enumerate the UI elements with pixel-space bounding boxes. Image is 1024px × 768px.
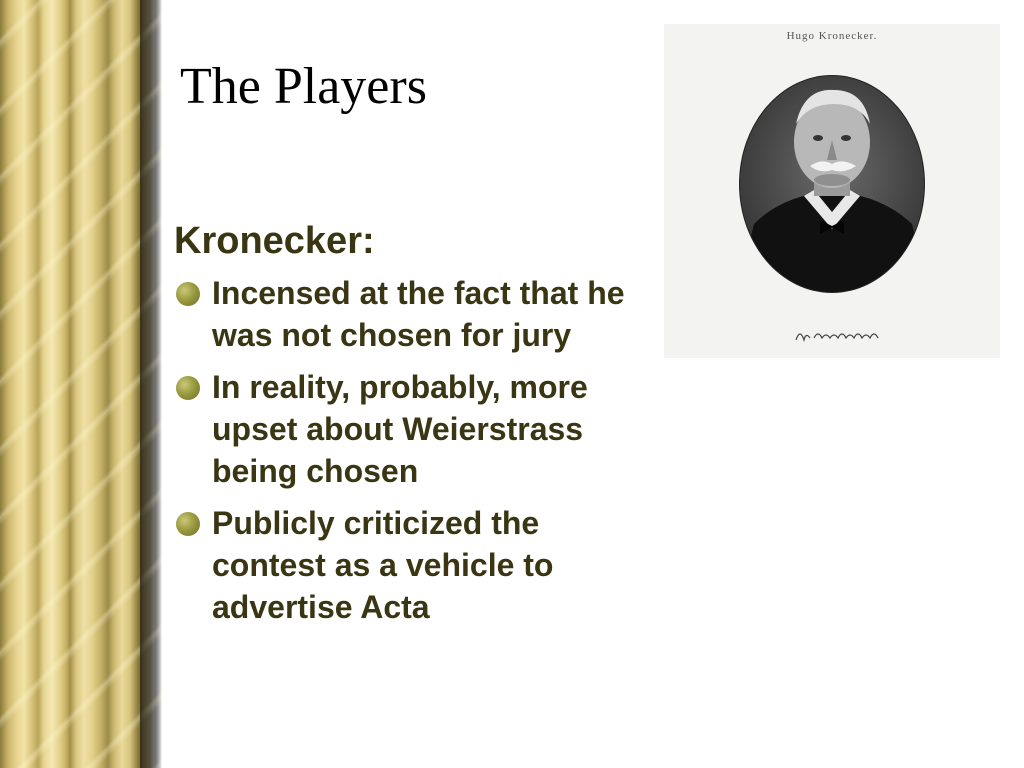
section-heading: Kronecker: (174, 220, 375, 262)
bullet-icon (176, 376, 200, 400)
portrait-photo (664, 24, 1000, 358)
bullet-text: Incensed at the fact that he was not chosen for jury (212, 274, 625, 353)
decorative-column (0, 0, 162, 768)
bullet-item (174, 366, 644, 492)
signature-icon (792, 324, 892, 348)
portrait-image (664, 24, 1000, 358)
bullet-item (174, 272, 644, 356)
column-shadow (140, 0, 162, 768)
bullet-icon (176, 512, 200, 536)
bullet-item (174, 502, 644, 628)
portrait-caption: Hugo Kronecker. (786, 30, 878, 42)
bullet-icon (176, 282, 200, 306)
bullet-text: In reality, probably, more upset about Weierstrass being chosen (212, 368, 588, 489)
bullet-text: Publicly criticized the contest as a vehicle to advertise Acta (212, 504, 554, 625)
slide-title: The Players (180, 58, 427, 115)
bullet-list (174, 272, 644, 628)
slide-content (174, 218, 644, 638)
